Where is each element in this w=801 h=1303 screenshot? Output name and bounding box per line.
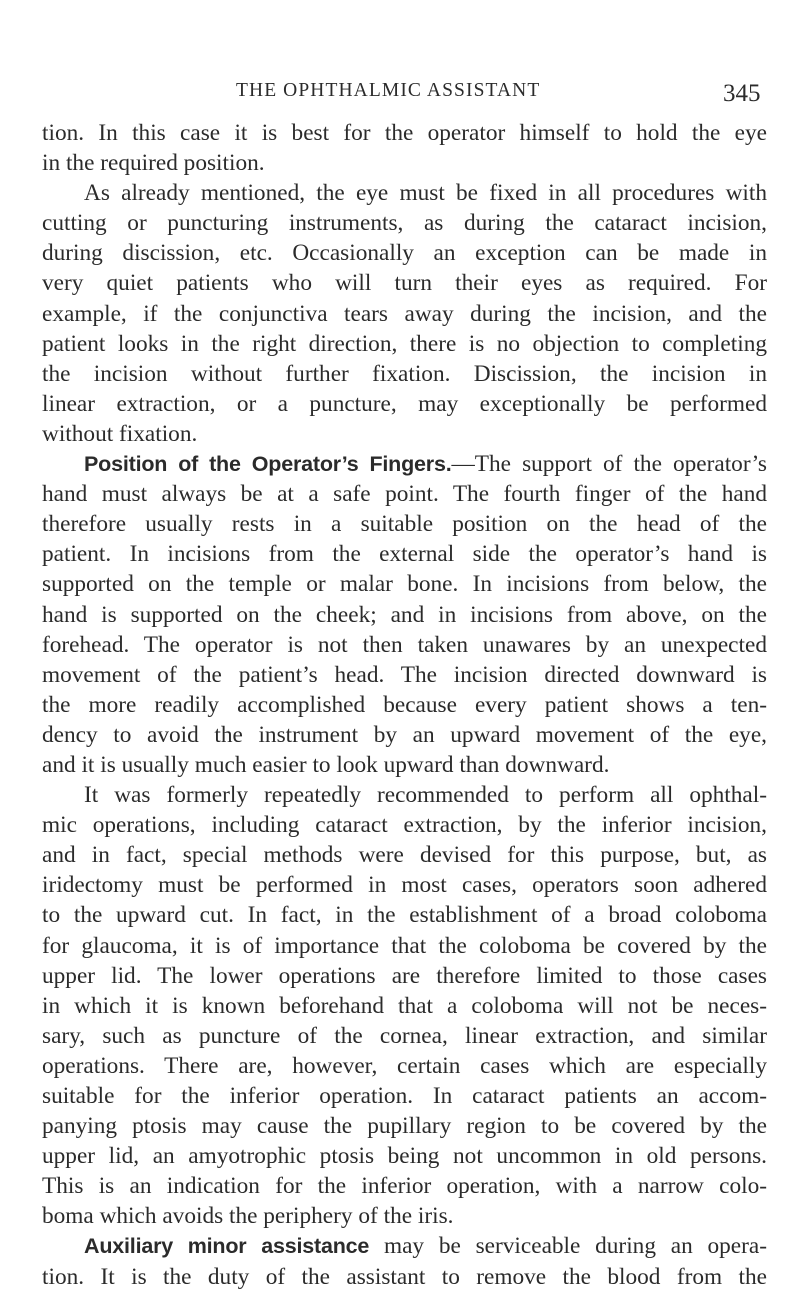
- text-line: cutting or puncturing instruments, as during the cataract incision,: [42, 210, 767, 237]
- text-line: This is an indication for the inferior operation, with a narrow colo-: [42, 1173, 767, 1200]
- text-line: [42, 1231, 767, 1261]
- text-line: during discission, etc. Occasionally an exception can be made in: [42, 240, 767, 267]
- text-line: to the upward cut. In fact, in the establishment of a broad coloboma: [42, 902, 767, 929]
- text-line: iridectomy must be performed in most cases, operators soon adhered: [42, 872, 767, 899]
- text-line: suitable for the inferior operation. In cataract patients an accom-: [42, 1083, 767, 1109]
- text-line: example, if the conjunctiva tears away during the incision, and the: [42, 300, 767, 327]
- text-line: It was formerly repeatedly recommended to perform all ophthal-: [84, 782, 767, 809]
- text-line: forehead. The operator is not then taken unawares by an unexpected: [42, 631, 767, 658]
- text-line: boma which avoids the periphery of the iris.: [42, 1203, 454, 1230]
- text-line: tion. In this case it is best for the operator himself to hold the eye: [42, 120, 767, 146]
- running-title: THE OPHTHALMIC ASSISTANT: [236, 80, 541, 101]
- text-line: operations. There are, however, certain cases which are especially: [42, 1052, 767, 1079]
- text-line: therefore usually rests in a suitable position on the head of the: [42, 511, 767, 538]
- text-line: tion. It is the duty of the assistant to remove the blood from the: [42, 1263, 767, 1290]
- text-line: the more readily accomplished because every patient shows a ten-: [42, 691, 767, 718]
- text-line: hand is supported on the cheek; and in incisions from above, on the: [42, 601, 767, 628]
- text-line: in which it is known beforehand that a coloboma will not be neces-: [42, 992, 767, 1019]
- text-line: panying ptosis may cause the pupillary region to be covered by the: [42, 1113, 767, 1140]
- text-run: may be serviceable during an opera-: [369, 1233, 767, 1260]
- text-line: for glaucoma, it is of importance that the coloboma be covered by the: [42, 932, 767, 959]
- text-line: the incision without further fixation. Discission, the incision in: [42, 360, 767, 387]
- running-head: [0, 76, 801, 106]
- text-line: upper lid, an amyotrophic ptosis being not uncommon in old persons.: [42, 1143, 767, 1170]
- body-text: [42, 118, 767, 1292]
- text-line: patient looks in the right direction, there is no objection to completing: [42, 330, 767, 357]
- text-line: and it is usually much easier to look upward than downward.: [42, 751, 610, 778]
- text-line: upper lid. The lower operations are therefore limited to those cases: [42, 962, 767, 989]
- text-line: movement of the patient’s head. The incision directed downward is: [42, 661, 767, 688]
- text-line: very quiet patients who will turn their eyes as required. For: [42, 270, 767, 297]
- text-line: sary, such as puncture of the cornea, linear extraction, and similar: [42, 1022, 767, 1049]
- text-line: supported on the temple or malar bone. In incisions from below, the: [42, 571, 767, 598]
- text-line: As already mentioned, the eye must be fixed in all procedures with: [84, 180, 767, 207]
- text-line: and in fact, special methods were devised for this purpose, but, as: [42, 842, 767, 869]
- text-line: linear extraction, or a puncture, may exceptionally be performed: [42, 390, 767, 417]
- text-line: [42, 449, 767, 479]
- page-number: 345: [723, 80, 761, 107]
- text-line: patient. In incisions from the external side the operator’s hand is: [42, 541, 767, 568]
- text-line: without fixation.: [42, 420, 198, 447]
- text-line: mic operations, including cataract extraction, by the inferior incision,: [42, 812, 767, 839]
- text-line: dency to avoid the instrument by an upward movement of the eye,: [42, 721, 767, 748]
- section-heading: Auxiliary minor assistance: [84, 1234, 370, 1259]
- text-line: in the required position.: [42, 150, 265, 177]
- text-run: —The support of the operator’s: [451, 451, 767, 478]
- text-line: hand must always be at a safe point. The fourth finger of the hand: [42, 481, 767, 508]
- section-heading: Position of the Operator’s Fingers.: [84, 452, 452, 477]
